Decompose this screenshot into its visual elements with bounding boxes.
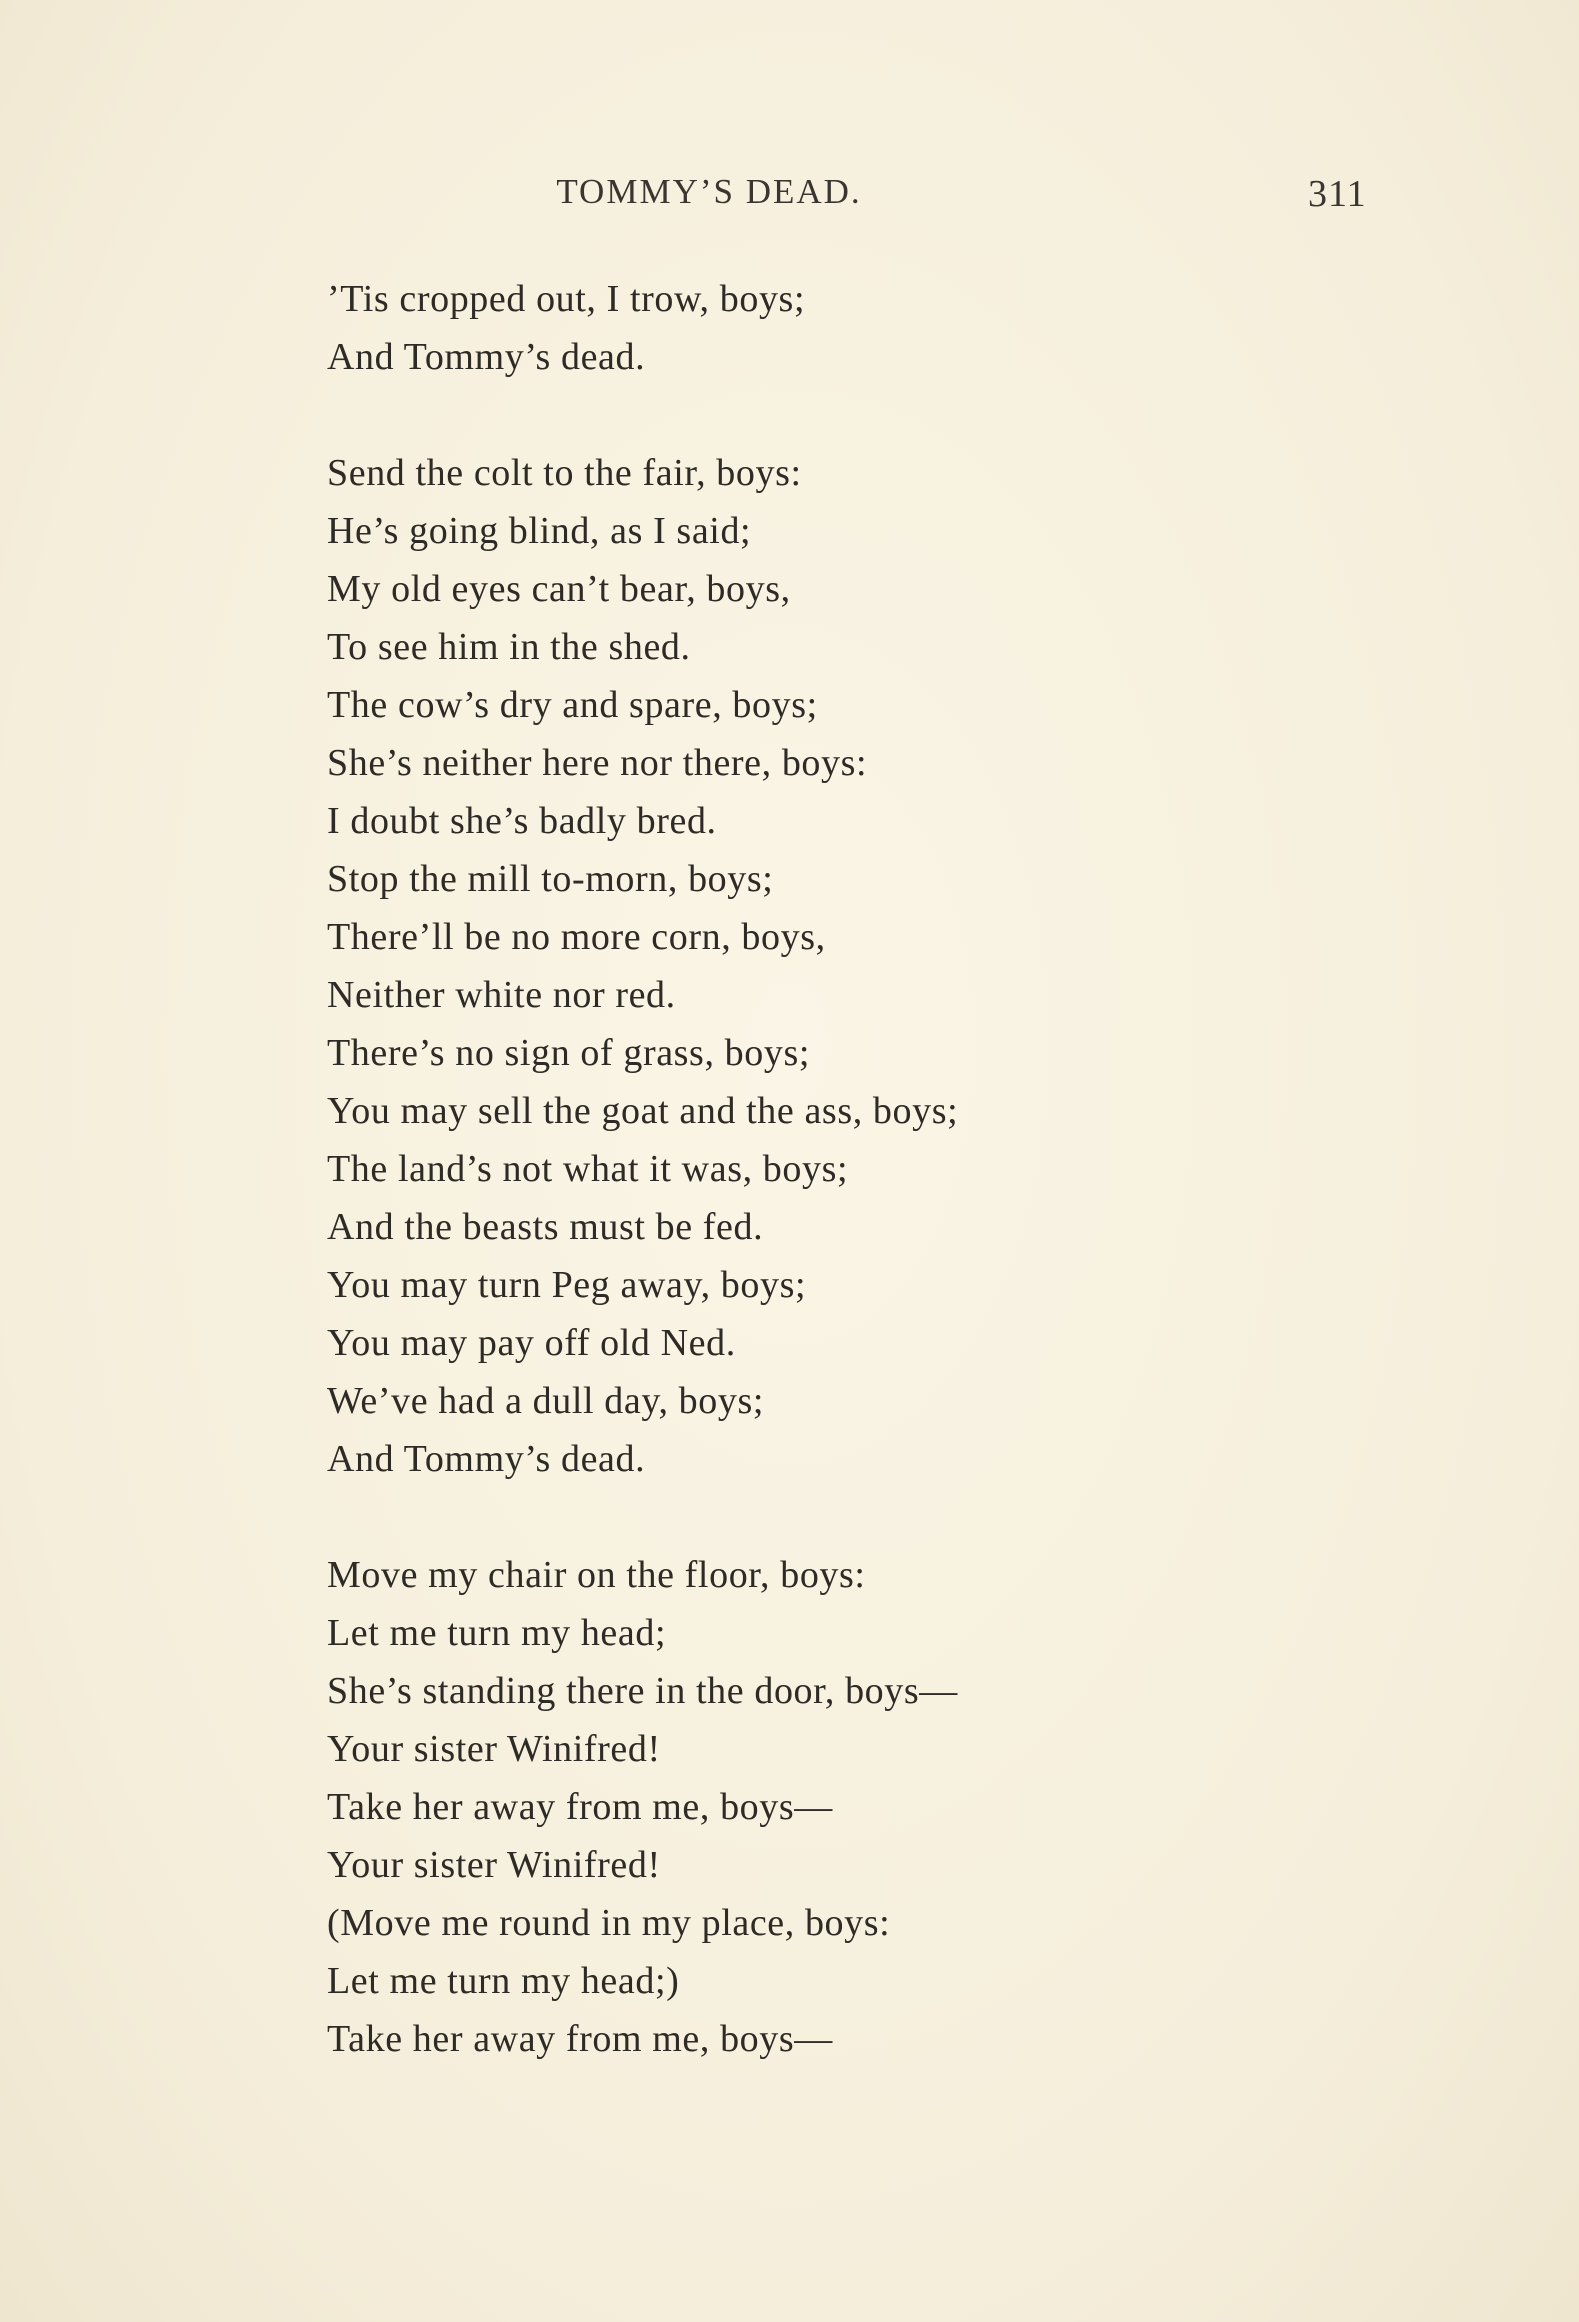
poem-line: Let me turn my head;) — [327, 1960, 680, 2002]
poem-line: Stop the mill to-morn, boys; — [327, 858, 774, 900]
running-title: TOMMY’S DEAD. — [556, 172, 862, 211]
poem-line: Your sister Winifred! — [327, 1728, 661, 1770]
stanza — [327, 270, 1477, 386]
poem-line: And Tommy’s dead. — [327, 1438, 646, 1480]
poem-line: There’ll be no more corn, boys, — [327, 916, 826, 958]
poem-line: To see him in the shed. — [327, 626, 691, 668]
poem-line: There’s no sign of grass, boys; — [327, 1032, 810, 1074]
poem-line: Take her away from me, boys— — [327, 1786, 833, 1828]
poem-line: (Move me round in my place, boys: — [327, 1902, 891, 1944]
poem-line: You may turn Peg away, boys; — [327, 1264, 807, 1306]
poem-line: ’Tis cropped out, I trow, boys; — [327, 278, 806, 320]
stanza — [327, 1546, 1477, 2068]
poem-line: We’ve had a dull day, boys; — [327, 1380, 765, 1422]
poem-body — [327, 270, 1477, 2126]
page-number: 311 — [1308, 173, 1367, 215]
poem-line: You may sell the goat and the ass, boys; — [327, 1090, 959, 1132]
poem-line: Your sister Winifred! — [327, 1844, 661, 1886]
poem-line: She’s neither here nor there, boys: — [327, 742, 868, 784]
poem-line: Send the colt to the fair, boys: — [327, 452, 802, 494]
poem-line: I doubt she’s badly bred. — [327, 800, 717, 842]
poem-line: Let me turn my head; — [327, 1612, 667, 1654]
poem-line: He’s going blind, as I said; — [327, 510, 752, 552]
poem-line: She’s standing there in the door, boys— — [327, 1670, 958, 1712]
poem-line: My old eyes can’t bear, boys, — [327, 568, 791, 610]
poem-line: You may pay off old Ned. — [327, 1322, 736, 1364]
poem-line: And Tommy’s dead. — [327, 336, 646, 378]
poem-line: The cow’s dry and spare, boys; — [327, 684, 818, 726]
poem-line: Neither white nor red. — [327, 974, 676, 1016]
poem-line: Take her away from me, boys— — [327, 2018, 833, 2060]
poem-line: And the beasts must be fed. — [327, 1206, 764, 1248]
poem-line: Move my chair on the floor, boys: — [327, 1554, 866, 1596]
poem-line: The land’s not what it was, boys; — [327, 1148, 849, 1190]
stanza — [327, 444, 1477, 1488]
